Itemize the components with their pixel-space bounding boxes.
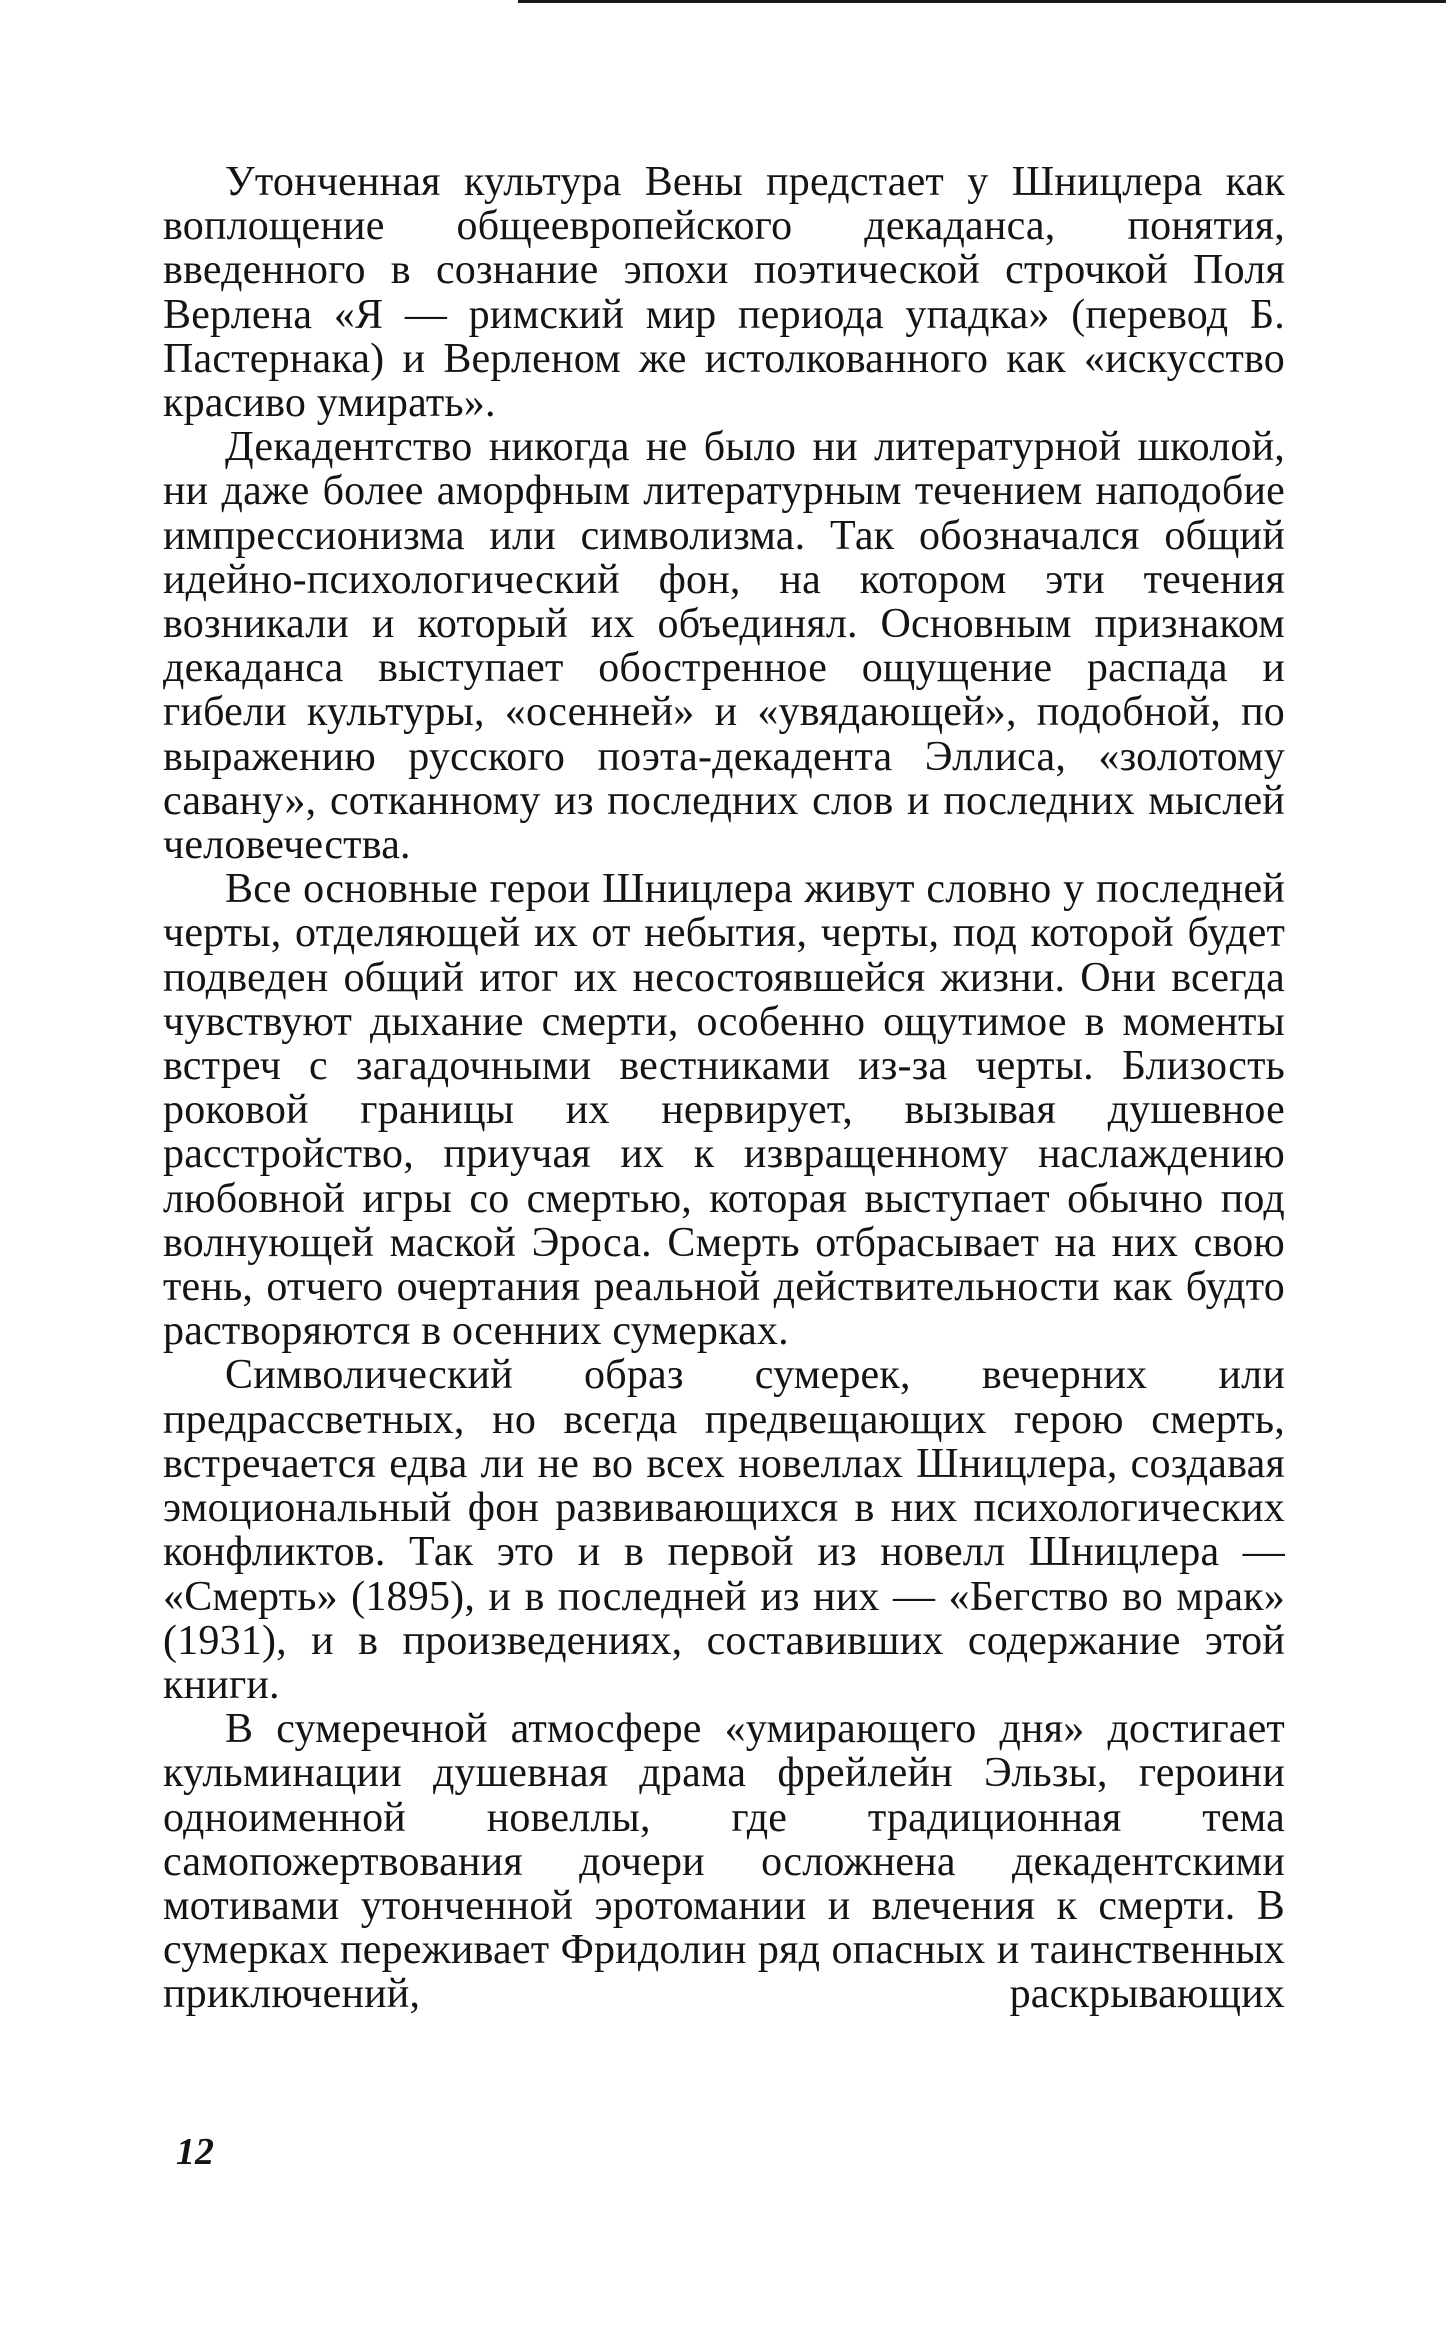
paragraph-2: Декадентство никогда не было ни литературной школой, ни даже более аморфным литературным течением наподобие импрессионизма или символизма. Так обозначался общий идейно-психологический фон, на котором эти течения возникали и который их объединял. Основным признаком декаданса выступает обостренное ощущение распада и гибели культуры, «осенней» и «увядающей», подобной, по выражению русского поэта-декадента Эллиса, «золотому савану», сотканному из последних слов и последних мыслей человечества. (163, 424, 1285, 869)
page-number: 12 (176, 2131, 214, 2173)
paragraph-3: Все основные герои Шницлера живут словно у последней черты, отделяющей их от небытия, черты, под которой будет подведен общий итог их несостоявшейся жизни. Они всегда чувствуют дыхание смерти, особенно ощутимое в моменты встреч с загадочными вестниками из-за черты. Близость роковой границы их нервирует, вызывая душевное расстройство, приучая их к извращенному наслаждению любовной игры со смертью, которая выступает обычно под волнующей маской Эроса. Смерть отбрасывает на них свою тень, отчего очертания реальной действительности как будто растворяются в осенних сумерках. (163, 866, 1285, 1355)
paragraph-5: В сумеречной атмосфере «умирающего дня» достигает кульминации душевная драма фрейлейн Эльзы, героини одноименной новеллы, где традиционная тема самопожертвования дочери осложнена декадентскими мотивами утонченной эротомании и влечения к смерти. В сумерках переживает Фридолин ряд опасных и таинственных приключений, раскрывающих (163, 1706, 1285, 2018)
top-rule (518, 0, 1446, 3)
paragraph-1: Утонченная культура Вены предстает у Шницлера как воплощение общеевропейского декаданса, понятия, введенного в сознание эпохи поэтической строчкой Поля Верлена «Я — римский мир периода упадка» (перевод Б. Пастернака) и Верленом же истолкованного как «искусство красиво умирать». (163, 159, 1285, 427)
paragraph-4: Символический образ сумерек, вечерних или предрассветных, но всегда предвещающих герою смерть, встречается едва ли не во всех новеллах Шницлера, создавая эмоциональный фон развивающихся в них психологических конфликтов. Так это и в первой из новелл Шницлера — «Смерть» (1895), и в последней из них — «Бегство во мрак» (1931), и в произведениях, составивших содержание этой книги. (163, 1352, 1285, 1708)
page-body (163, 160, 1285, 2017)
